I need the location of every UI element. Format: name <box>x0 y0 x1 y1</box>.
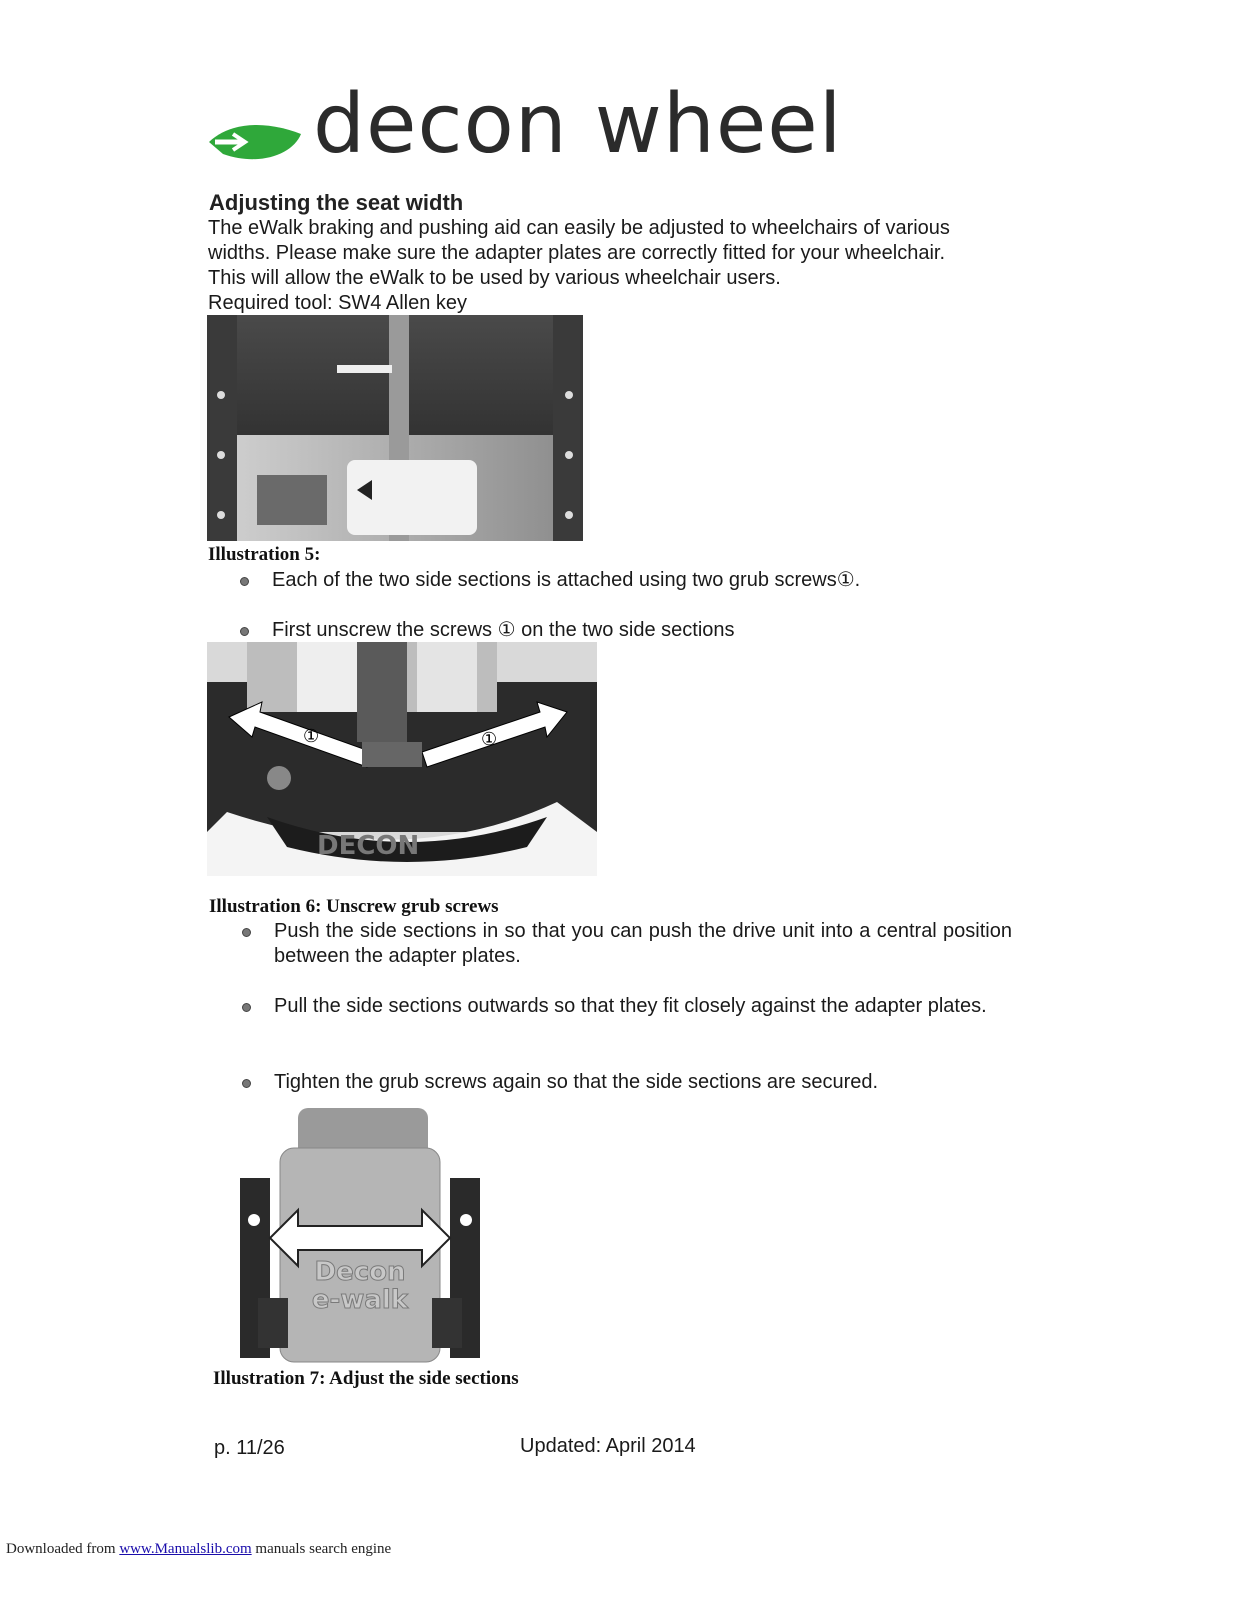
bullet-icon <box>240 627 249 636</box>
grub-screws-photo <box>207 642 597 876</box>
illustration-6-photo <box>207 642 597 876</box>
section-heading: Adjusting the seat width <box>209 190 464 215</box>
bullet-icon <box>240 577 249 586</box>
illustration-5-photo <box>207 315 583 541</box>
intro-paragraph <box>208 216 1028 316</box>
decon-brand-text: DECON <box>317 831 420 861</box>
drive-unit-photo <box>207 315 583 541</box>
illustration-7-caption: Illustration 7: Adjust the side sections <box>213 1368 519 1389</box>
page-number: p. 11/26 <box>214 1437 285 1459</box>
intro-line: This will allow the eWalk to be used by various wheelchair users. <box>208 267 781 289</box>
side-sections-drawing <box>240 1108 480 1366</box>
bullet-icon <box>242 1003 251 1012</box>
arrow-label-right: ① <box>481 729 498 750</box>
decon-wheel-logo <box>205 77 985 184</box>
illustration-6-caption: Illustration 6: Unscrew grub screws <box>209 896 499 917</box>
logo-text: decon wheel <box>313 77 843 172</box>
list-item: Each of the two side sections is attached using two grub screws①. <box>240 568 1020 594</box>
unit-label-ewalk: e-walk <box>311 1285 409 1315</box>
manualslib-link[interactable]: www.Manualslib.com <box>119 1541 252 1557</box>
list-item: First unscrew the screws ① on the two side sections <box>240 618 1020 644</box>
bullet-icon <box>242 1079 251 1088</box>
intro-line: The eWalk braking and pushing aid can easily be adjusted to wheelchairs of various <box>208 217 950 239</box>
illustration-5-caption: Illustration 5: <box>208 544 321 565</box>
list-item: Pull the side sections outwards so that they fit closely against the adapter plates. <box>242 994 1012 1046</box>
list-item: Push the side sections in so that you can push the drive unit into a central position between the adapter plates. <box>242 919 1012 971</box>
updated-date: Updated: April 2014 <box>520 1435 696 1457</box>
unit-label-decon: Decon <box>314 1257 406 1287</box>
leaf-logo-icon <box>205 112 305 172</box>
download-source-line: Downloaded from www.Manualslib.com manuals search engine <box>6 1541 392 1557</box>
intro-line: widths. Please make sure the adapter plates are correctly fitted for your wheelchair. <box>208 242 946 264</box>
illustration-7-drawing <box>240 1108 480 1366</box>
bullet-icon <box>242 928 251 937</box>
arrow-label-left: ① <box>303 726 320 747</box>
required-tool-line: Required tool: SW4 Allen key <box>208 292 468 314</box>
list-item: Tighten the grub screws again so that the side sections are secured. <box>242 1070 1012 1096</box>
